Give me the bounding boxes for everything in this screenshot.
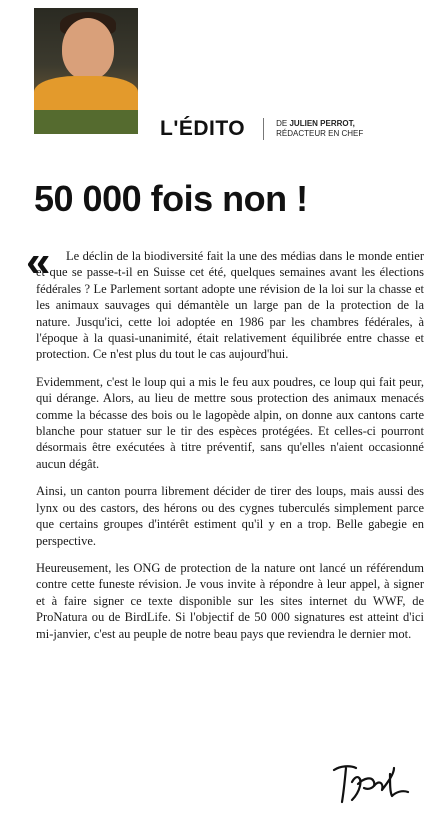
byline-prefix: DE (276, 119, 288, 128)
section-label: L'ÉDITO (160, 117, 246, 140)
author-name: JULIEN PERROT, (289, 119, 355, 128)
byline (276, 119, 363, 139)
opening-quote-mark: « (26, 237, 51, 286)
author-signature (328, 760, 414, 806)
author-role: RÉDACTEUR EN CHEF (276, 129, 364, 138)
article-body (36, 248, 424, 653)
author-photo (34, 8, 138, 134)
headline: 50 000 fois non ! (34, 178, 308, 219)
author-photo-face (62, 18, 114, 80)
section-header (160, 114, 363, 144)
article-paragraph-2: Evidemment, c'est le loup qui a mis le feu aux poudres, ce loup qui fait peur, qui dérange. Alors, au lieu de mettre sous protection des animaux menacés comme la bécasse des bois ou le lagopède alpin, on donne aux cantons carte blanche pour statuer sur le tir des espèces protégées. Et celles-ci pourront désormais être exécutées à titre préventif, sans qu'elles n'aient occasionné aucun dégât. (36, 374, 424, 471)
article-paragraph-3: Ainsi, un canton pourra librement décider de tirer des loups, mais aussi des lynx ou des castors, des hérons ou des cygnes tuberculés simplement parce que certains groupes d'intérêt estiment qu'il y en a trop. Belle gabegie en perspective. (36, 484, 424, 548)
header-divider (263, 118, 264, 140)
author-photo-foreground (34, 110, 138, 134)
article-paragraph-4: Heureusement, les ONG de protection de la nature ont lancé un référendum contre cette funeste révision. Je vous invite à répondre à leur appel, à signer et à faire signer ce texte disponible sur les sites internet du WWF, de ProNatura ou de BirdLife. Si l'objectif de 50 000 signatures est atteint d'ici mi-janvier, c'est au peuple de notre beau pays que reviendra le dernier mot. (36, 560, 424, 641)
article-paragraph-1: Le déclin de la biodiversité fait la une des médias dans le monde entier et que se passe-t-il en Suisse cet été, quelques semaines avant les élections fédérales ? Le Parlement sortant adopte une révision de la loi sur la chasse et les animaux sauvages qui démantèle un large pan de la protection de la nature. Jusqu'ici, cette loi adoptée en 1986 par les chambres fédérales, à l'époque à la quasi-unanimité, était relativement équilibrée entre chasse et protection. Ce n'est plus du tout le cas aujourd'hui. (36, 249, 424, 362)
